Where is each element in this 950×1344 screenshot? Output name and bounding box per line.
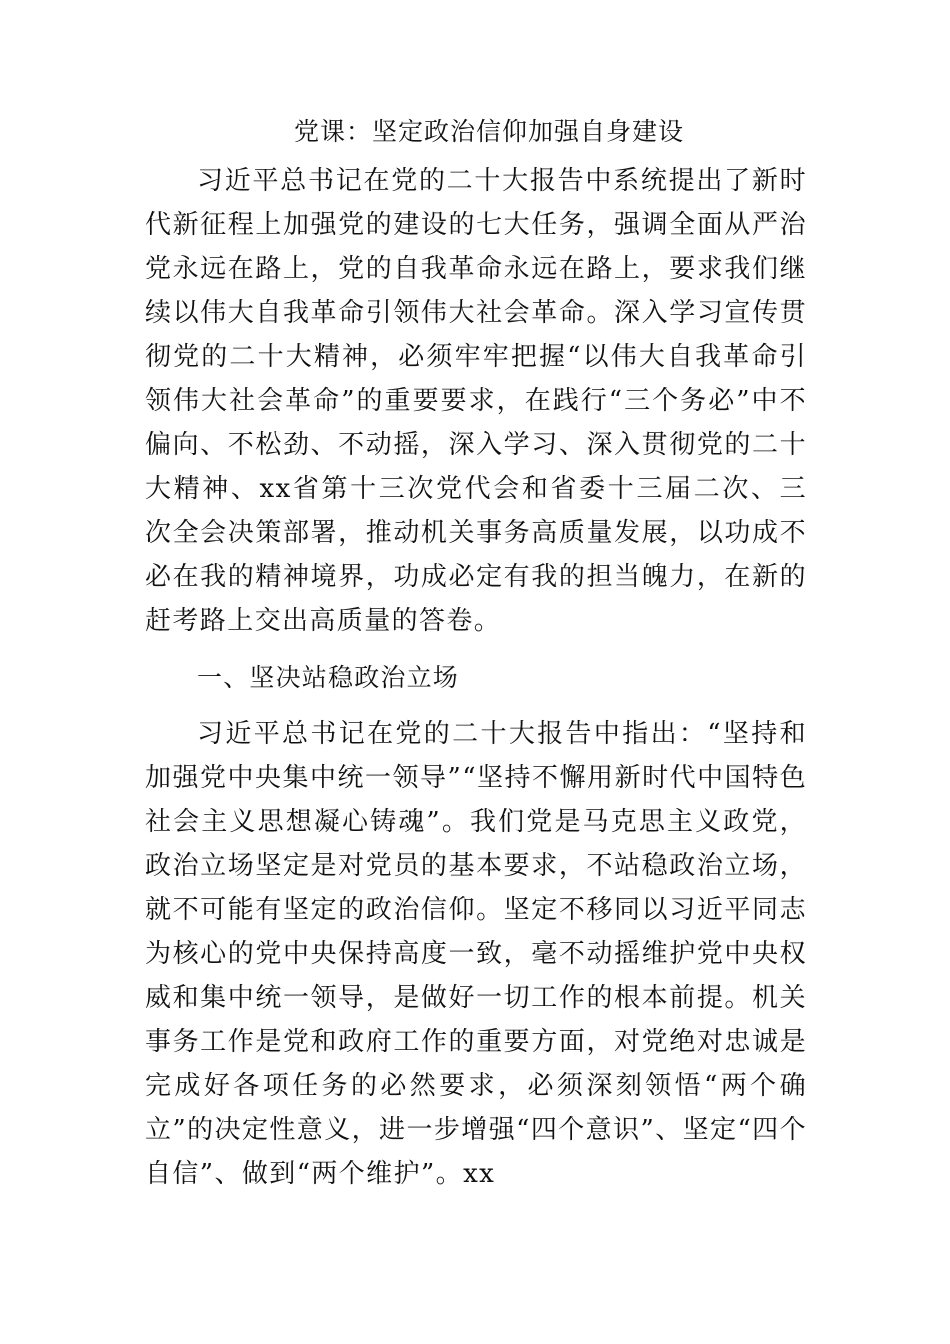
document-title: 党课：坚定政治信仰加强自身建设 [293, 117, 684, 146]
section-1-paragraph: 习近平总书记在党的二十大报告中指出：“坚持和加强党中央集中统一领导”“坚持不懈用新时代中国特色社会主义思想凝心铸魂”。我们党是马克思主义政党，政治立场坚定是对党员的基本要求，不站稳政治立场，就不可能有坚定的政治信仰。坚定不移同以习近平同志为核心的党中央保持高度一致，毫不动摇维护党中央权威和集中统一领导，是做好一切工作的根本前提。机关事务工作是党和政府工作的重要方面，对党绝对忠诚是完成好各项任务的必然要求，必须深刻领悟“两个确立”的决定性意义，进一步增强“四个意识”、坚定“四个自信”、做到“两个维护”。xx [145, 719, 807, 1189]
section-1-heading: 一、坚决站稳政治立场 [197, 663, 460, 692]
intro-paragraph: 习近平总书记在党的二十大报告中系统提出了新时代新征程上加强党的建设的七大任务，强调全面从严治党永远在路上，党的自我革命永远在路上，要求我们继续以伟大自我革命引领伟大社会革命。深入学习宣传贯彻党的二十大精神，必须牢牢把握“以伟大自我革命引领伟大社会革命”的重要要求，在践行“三个务必”中不偏向、不松劲、不动摇，深入学习、深入贯彻党的二十大精神、xx省第十三次党代会和省委十三届二次、三次全会决策部署，推动机关事务高质量发展，以功成不必在我的精神境界，功成必定有我的担当魄力，在新的赶考路上交出高质量的答卷。 [145, 166, 807, 636]
document-body [145, 112, 807, 1196]
